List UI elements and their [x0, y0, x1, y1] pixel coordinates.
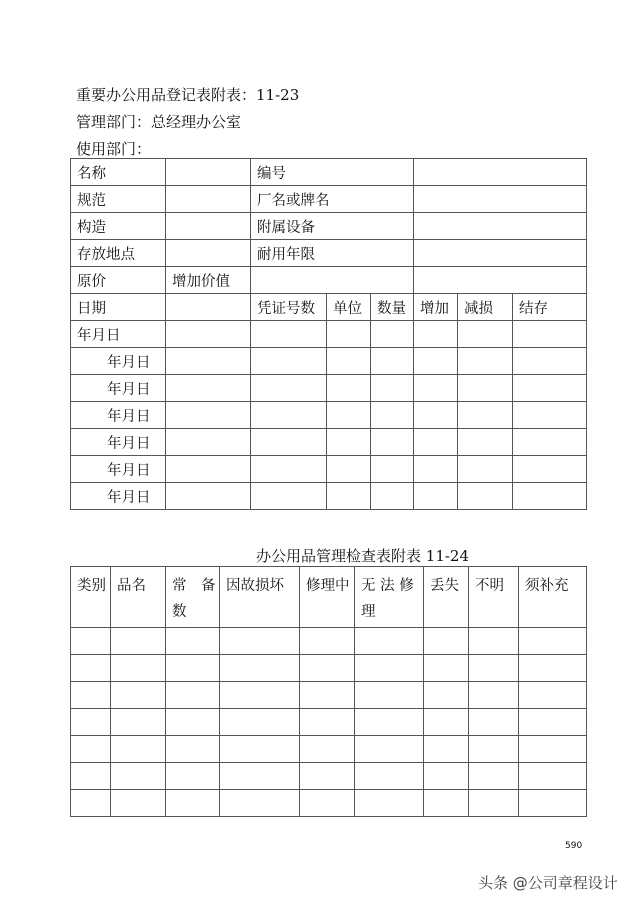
watermark: 头条 @公司章程设计 [478, 874, 618, 892]
empty-cell [424, 709, 469, 736]
empty-cell [513, 348, 587, 375]
empty-cell [166, 456, 251, 483]
col-unknown: 不明 [469, 567, 519, 628]
empty-cell [458, 375, 513, 402]
empty-cell [355, 628, 424, 655]
empty-cell [519, 655, 587, 682]
label-spec: 规范 [71, 186, 166, 213]
empty-cell [251, 321, 327, 348]
label-accessories: 附属设备 [251, 213, 414, 240]
empty-cell [371, 321, 414, 348]
empty-cell [327, 456, 371, 483]
empty-cell [424, 655, 469, 682]
date-cell: 年月日 [71, 483, 166, 510]
empty-cell [424, 628, 469, 655]
empty-cell [327, 375, 371, 402]
value-cell [166, 240, 251, 267]
empty-cell [220, 628, 300, 655]
table-row [71, 763, 587, 790]
date-cell: 年月日 [71, 456, 166, 483]
empty-cell [458, 321, 513, 348]
empty-cell [414, 483, 458, 510]
empty-cell [513, 429, 587, 456]
empty-cell [458, 483, 513, 510]
col-blank [166, 294, 251, 321]
empty-cell [469, 682, 519, 709]
table-row [71, 709, 587, 736]
empty-cell [71, 736, 111, 763]
value-cell [414, 267, 587, 294]
empty-cell [355, 655, 424, 682]
empty-cell [300, 628, 355, 655]
value-cell [414, 240, 587, 267]
register-table [70, 158, 587, 510]
empty-cell [166, 375, 251, 402]
col-under-repair: 修理中 [300, 567, 355, 628]
empty-cell [220, 790, 300, 817]
empty-cell [414, 375, 458, 402]
empty-cell [251, 456, 327, 483]
empty-cell [220, 655, 300, 682]
empty-cell [371, 375, 414, 402]
date-cell: 年月日 [71, 429, 166, 456]
check-table-title: 办公用品管理检查表附表 11-24 [256, 547, 470, 565]
label-added-value: 增加价值 [166, 267, 251, 294]
empty-cell [424, 736, 469, 763]
col-increase: 增加 [414, 294, 458, 321]
empty-cell [469, 628, 519, 655]
empty-cell [355, 763, 424, 790]
table-row [71, 736, 587, 763]
empty-cell [220, 763, 300, 790]
table-row [71, 655, 587, 682]
check-header-row [71, 567, 587, 628]
date-cell: 年月日 [71, 375, 166, 402]
empty-cell [513, 375, 587, 402]
empty-cell [519, 709, 587, 736]
empty-cell [111, 763, 166, 790]
label-construction: 构造 [71, 213, 166, 240]
empty-cell [220, 682, 300, 709]
empty-cell [424, 763, 469, 790]
empty-cell [327, 429, 371, 456]
label-number: 编号 [251, 159, 414, 186]
empty-cell [414, 402, 458, 429]
empty-cell [355, 709, 424, 736]
value-cell [166, 213, 251, 240]
label-original-price: 原价 [71, 267, 166, 294]
table-row [71, 321, 587, 348]
empty-cell [458, 429, 513, 456]
empty-cell [458, 402, 513, 429]
value-cell [251, 267, 414, 294]
empty-cell [251, 402, 327, 429]
empty-cell [371, 348, 414, 375]
empty-cell [300, 709, 355, 736]
empty-cell [300, 736, 355, 763]
value-cell [166, 186, 251, 213]
check-table [70, 566, 587, 817]
empty-cell [71, 709, 111, 736]
value-cell [414, 213, 587, 240]
empty-cell [519, 790, 587, 817]
value-cell [414, 186, 587, 213]
col-decrease: 减损 [458, 294, 513, 321]
table-row [71, 348, 587, 375]
table-row [71, 186, 587, 213]
col-damaged: 因故损坏 [220, 567, 300, 628]
col-irreparable: 无 法 修理 [355, 567, 424, 628]
empty-cell [371, 429, 414, 456]
label-name: 名称 [71, 159, 166, 186]
ledger-header-row [71, 294, 587, 321]
empty-cell [251, 375, 327, 402]
empty-cell [220, 709, 300, 736]
empty-cell [71, 682, 111, 709]
empty-cell [71, 655, 111, 682]
col-balance: 结存 [513, 294, 587, 321]
user-department-line: 使用部门： [76, 140, 152, 158]
col-standing-stock: 常 备数 [166, 567, 220, 628]
empty-cell [166, 790, 220, 817]
management-department-line: 管理部门：总经理办公室 [76, 113, 242, 131]
page-number: 590 [565, 841, 583, 851]
table-row [71, 682, 587, 709]
empty-cell [220, 736, 300, 763]
empty-cell [300, 763, 355, 790]
empty-cell [371, 483, 414, 510]
empty-cell [166, 682, 220, 709]
empty-cell [111, 709, 166, 736]
col-lost: 丢失 [424, 567, 469, 628]
empty-cell [300, 682, 355, 709]
table-row [71, 456, 587, 483]
empty-cell [371, 456, 414, 483]
col-unit: 单位 [327, 294, 371, 321]
col-item-name: 品名 [111, 567, 166, 628]
date-cell: 年月日 [71, 348, 166, 375]
empty-cell [71, 628, 111, 655]
empty-cell [71, 790, 111, 817]
empty-cell [469, 709, 519, 736]
empty-cell [71, 763, 111, 790]
empty-cell [166, 321, 251, 348]
empty-cell [251, 429, 327, 456]
empty-cell [371, 402, 414, 429]
empty-cell [424, 682, 469, 709]
empty-cell [414, 456, 458, 483]
empty-cell [513, 321, 587, 348]
empty-cell [166, 348, 251, 375]
table-row [71, 213, 587, 240]
table-row [71, 375, 587, 402]
empty-cell [519, 736, 587, 763]
label-service-life: 耐用年限 [251, 240, 414, 267]
empty-cell [111, 628, 166, 655]
empty-cell [166, 628, 220, 655]
empty-cell [251, 483, 327, 510]
table-row [71, 240, 587, 267]
empty-cell [458, 348, 513, 375]
col-category: 类别 [71, 567, 111, 628]
label-manufacturer: 厂名或牌名 [251, 186, 414, 213]
empty-cell [166, 709, 220, 736]
empty-cell [166, 655, 220, 682]
table-row [71, 429, 587, 456]
empty-cell [355, 790, 424, 817]
col-voucher-number: 凭证号数 [251, 294, 327, 321]
col-quantity: 数量 [371, 294, 414, 321]
date-cell: 年月日 [71, 402, 166, 429]
empty-cell [513, 483, 587, 510]
empty-cell [251, 348, 327, 375]
empty-cell [166, 483, 251, 510]
empty-cell [519, 763, 587, 790]
empty-cell [424, 790, 469, 817]
empty-cell [355, 682, 424, 709]
empty-cell [327, 321, 371, 348]
empty-cell [111, 790, 166, 817]
empty-cell [469, 736, 519, 763]
empty-cell [513, 402, 587, 429]
empty-cell [166, 402, 251, 429]
empty-cell [327, 483, 371, 510]
empty-cell [519, 628, 587, 655]
col-date: 日期 [71, 294, 166, 321]
empty-cell [519, 682, 587, 709]
date-cell: 年月日 [71, 321, 166, 348]
empty-cell [355, 736, 424, 763]
empty-cell [414, 348, 458, 375]
empty-cell [111, 736, 166, 763]
table-row [71, 483, 587, 510]
empty-cell [166, 763, 220, 790]
empty-cell [458, 456, 513, 483]
empty-cell [166, 736, 220, 763]
empty-cell [327, 402, 371, 429]
empty-cell [111, 682, 166, 709]
empty-cell [300, 790, 355, 817]
empty-cell [414, 321, 458, 348]
empty-cell [111, 655, 166, 682]
table-row [71, 628, 587, 655]
table-row [71, 402, 587, 429]
value-cell [414, 159, 587, 186]
empty-cell [327, 348, 371, 375]
register-form-title: 重要办公用品登记表附表：11-23 [76, 86, 300, 104]
table-row [71, 267, 587, 294]
empty-cell [300, 655, 355, 682]
col-to-replenish: 须补充 [519, 567, 587, 628]
value-cell [166, 159, 251, 186]
table-row [71, 790, 587, 817]
empty-cell [469, 655, 519, 682]
table-row [71, 159, 587, 186]
empty-cell [513, 456, 587, 483]
empty-cell [166, 429, 251, 456]
label-location: 存放地点 [71, 240, 166, 267]
empty-cell [414, 429, 458, 456]
empty-cell [469, 763, 519, 790]
empty-cell [469, 790, 519, 817]
